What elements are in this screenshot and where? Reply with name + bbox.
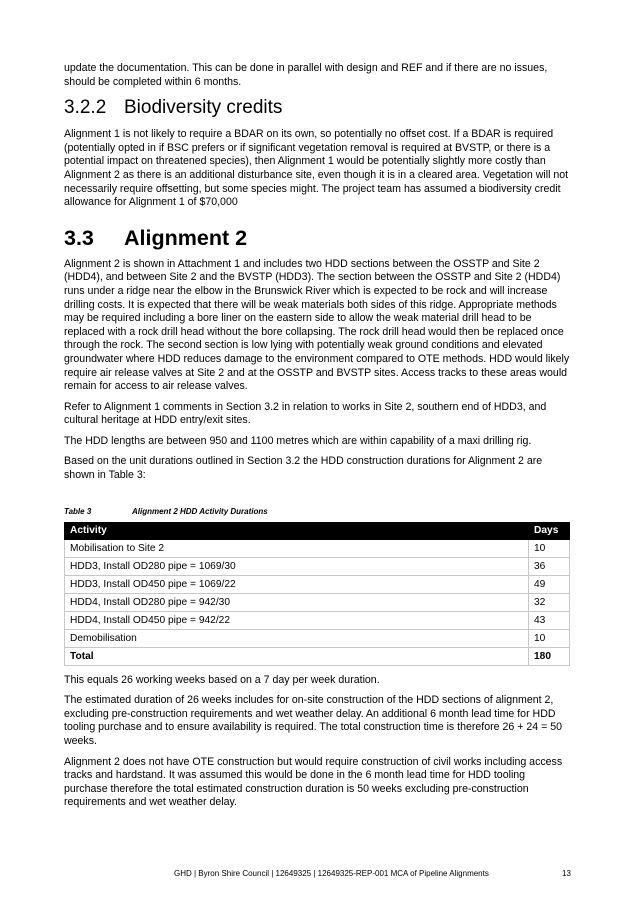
activity-cell: HDD4, Install OD450 pipe = 942/22 xyxy=(65,611,529,629)
days-cell: 36 xyxy=(529,557,570,575)
table-row xyxy=(65,593,570,611)
document-page xyxy=(64,62,570,810)
activity-cell: HDD4, Install OD280 pipe = 942/30 xyxy=(65,593,529,611)
days-cell: 10 xyxy=(529,629,570,647)
weeks-paragraph: This equals 26 working weeks based on a 7 day per week duration. xyxy=(64,673,380,686)
total-days-cell: 180 xyxy=(529,647,570,665)
biodiversity-paragraph: Alignment 1 is not likely to require a BDAR on its own, so potentially no offset cost. If a BDAR is required (potentially opted in if BSC prefers or if significant vegetation removal is required at BVSTP, or there is a potential impact on threatened species), then Alignment 1 would be potentially slightly more costly than Alignment 2 as there is an additional disturbance site, even though it is in a cleared area. Vegetation will not necessarily require offsetting, but some species might. The project team has assumed a biodiversity credit allowance for Alignment 1 of $70,000 xyxy=(64,128,569,209)
days-cell: 49 xyxy=(529,575,570,593)
section-title: Alignment 2 xyxy=(124,225,248,250)
table-caption-text: Alignment 2 HDD Activity Durations xyxy=(132,506,268,516)
alignment2-paragraph-1: Alignment 2 is shown in Attachment 1 and includes two HDD sections between the OSSTP and Site 2 (HDD4), and between Site 2 and the BVSTP (HDD3). The section between the OSSTP and Site 2 (HDD4) runs under a ridge near the elbow in the Brunswick River which is expected to be rock and will increase drilling costs. It is expected that there will be weak materials both sides of this ridge. Appropriate methods may be required including a bore liner on the eastern side to allow the weak material drill head to be replaced with a rock drill head without the bore collapsing. The rock drill head would then be replaced once through the rock. The second section is low lying with potentially weak ground conditions and elevated groundwater where HDD reduces damage to the environment compared to OTE methods. HDD would likely require air release valves at Site 2 and at the OSSTP and BVSTP sites. Access tracks to these areas would remain for access to air release valves. xyxy=(64,257,570,393)
days-cell: 43 xyxy=(529,611,570,629)
section-3-3-heading xyxy=(64,226,570,250)
section-number: 3.2.2 xyxy=(64,97,107,119)
table-header-row xyxy=(65,522,570,539)
activity-cell: HDD3, Install OD450 pipe = 1069/22 xyxy=(65,575,529,593)
total-label-cell: Total xyxy=(65,647,529,665)
activity-cell: Mobilisation to Site 2 xyxy=(65,539,529,557)
section-number: 3.3 xyxy=(64,225,94,250)
alignment2-paragraph-2: Refer to Alignment 1 comments in Section 3.2 in relation to works in Site 2, southern end of HDD3, and cultural heritage at HDD entry/exit sites. xyxy=(64,400,547,427)
days-cell: 32 xyxy=(529,593,570,611)
table-row xyxy=(65,539,570,557)
table-row xyxy=(65,611,570,629)
section-3-2-2-heading xyxy=(64,97,570,119)
table-caption xyxy=(64,507,570,516)
activity-durations-table xyxy=(64,522,570,666)
activity-cell: Demobilisation xyxy=(65,629,529,647)
table-label: Table 3 xyxy=(64,506,92,516)
header-days: Days xyxy=(529,522,570,539)
table-row xyxy=(65,575,570,593)
intro-paragraph: update the documentation. This can be done in parallel with design and REF and if there are no issues, should be completed within 6 months. xyxy=(64,62,548,88)
table-row xyxy=(65,557,570,575)
section-title: Biodiversity credits xyxy=(124,97,283,119)
alignment2-paragraph-4: Based on the unit durations outlined in Section 3.2 the HDD construction durations for Alignment 2 are shown in Table 3: xyxy=(64,455,543,482)
ote-paragraph: Alignment 2 does not have OTE construction but would require construction of civil works including access tracks and hardstand. It was assumed this would be done in the 6 month lead time for HDD tooling purchase therefore the total estimated construction duration is 50 weeks excluding pre-construction requirements and wet weather delay. xyxy=(64,755,563,809)
header-activity: Activity xyxy=(65,522,529,539)
days-cell: 10 xyxy=(529,539,570,557)
table-row xyxy=(65,629,570,647)
table-total-row xyxy=(65,647,570,665)
alignment2-paragraph-3: The HDD lengths are between 950 and 1100 metres which are within capability of a maxi drilling rig. xyxy=(64,434,532,447)
page-number: 13 xyxy=(562,869,571,878)
footer-text: GHD | Byron Shire Council | 12649325 | 12649325-REP-001 MCA of Pipeline Alignments xyxy=(174,869,489,878)
duration-paragraph: The estimated duration of 26 weeks includes for on-site construction of the HDD sections of alignment 2, excluding pre-construction requirements and wet weather delay. An additional 6 month lead time for HDD tooling purchase and to ensure availability is required. The total construction time is therefore 26 + 24 = 50 weeks. xyxy=(64,694,563,748)
activity-cell: HDD3, Install OD280 pipe = 1069/30 xyxy=(65,557,529,575)
